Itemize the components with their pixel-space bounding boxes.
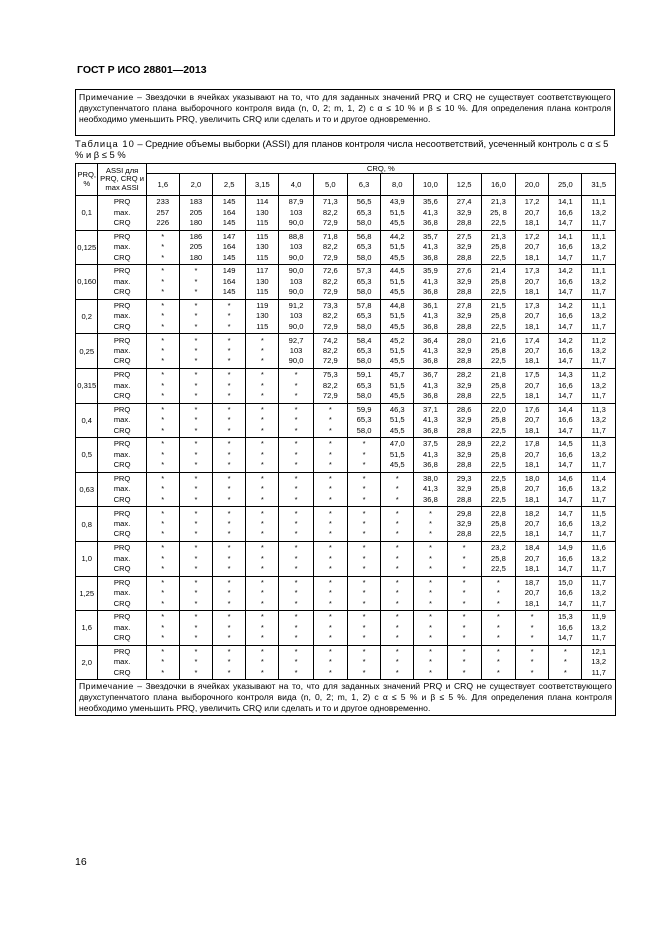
table-cell: * * * — [179, 438, 212, 473]
table-cell: 15,3 16,6 14,7 — [549, 611, 582, 646]
crq-value-header: 25,0 — [549, 174, 582, 196]
table-cell: 14,9 16,6 14,7 — [549, 541, 582, 576]
table-cell: 145 164 145 — [213, 196, 246, 231]
table-row — [76, 230, 616, 265]
table-cell: 57,3 65,3 58,0 — [347, 265, 380, 300]
row-labels: PRQ max. CRQ — [98, 230, 146, 265]
table-cell: 17,3 20,7 18,1 — [516, 299, 549, 334]
table-cell: 59,1 65,3 58,0 — [347, 368, 380, 403]
crq-value-header: 12,5 — [447, 174, 481, 196]
table-cell: 58,4 65,3 58,0 — [347, 334, 380, 369]
table-row — [76, 438, 616, 473]
table-cell: 11,2 13,2 11,7 — [582, 368, 616, 403]
table-caption-label: Таблица 10 — [75, 138, 135, 149]
table-cell: * * * — [313, 541, 347, 576]
table-cell: * * * — [347, 541, 380, 576]
table-cell: * * * — [246, 645, 279, 680]
table-cell: * * * — [146, 334, 179, 369]
table-cell: * * * — [414, 541, 447, 576]
prq-value: 2,0 — [76, 645, 98, 680]
table-cell: 59,9 65,3 58,0 — [347, 403, 380, 438]
table-cell: 57,8 65,3 58,0 — [347, 299, 380, 334]
table-cell: * * * — [246, 611, 279, 646]
table-cell: * * * — [246, 472, 279, 507]
row-labels: PRQ max. CRQ — [98, 611, 146, 646]
crq-value-header: 8,0 — [381, 174, 414, 196]
table-cell: * * * — [549, 645, 582, 680]
table-cell: 15,0 16,6 14,7 — [549, 576, 582, 611]
table-cell: * * * — [279, 403, 313, 438]
prq-value: 1,6 — [76, 611, 98, 646]
table-cell: 47,0 51,5 45,5 — [381, 438, 414, 473]
table-cell: * * * — [146, 541, 179, 576]
table-cell: 147 164 145 — [213, 230, 246, 265]
table-cell: 36,7 41,3 36,8 — [414, 368, 447, 403]
table-cell: 11,9 13,2 11,7 — [582, 611, 616, 646]
table-cell: * * * — [146, 611, 179, 646]
table-cell: * * * — [279, 368, 313, 403]
table-cell: 23,2 25,8 22,5 — [481, 541, 515, 576]
table-cell: 14,2 16,6 14,7 — [549, 265, 582, 300]
table-row — [76, 576, 616, 611]
table-row — [76, 196, 616, 231]
table-cell: 17,3 20,7 18,1 — [516, 265, 549, 300]
row-labels: PRQ max. CRQ — [98, 403, 146, 438]
table-cell: * * * — [313, 403, 347, 438]
prq-value: 0,125 — [76, 230, 98, 265]
page-number: 16 — [75, 856, 87, 868]
table-cell: 17,5 20,7 18,1 — [516, 368, 549, 403]
prq-value: 0,8 — [76, 507, 98, 542]
table-cell: 35,7 41,3 36,8 — [414, 230, 447, 265]
prq-value: 0,315 — [76, 368, 98, 403]
table-cell: * * * — [246, 368, 279, 403]
table-cell: 18,7 20,7 18,1 — [516, 576, 549, 611]
prq-value: 1,25 — [76, 576, 98, 611]
table-row — [76, 299, 616, 334]
crq-value-header: 6,3 — [347, 174, 380, 196]
table-cell: 38,0 41,3 36,8 — [414, 472, 447, 507]
table-cell: * * * — [213, 645, 246, 680]
table-cell: 14,5 16,6 14,7 — [549, 438, 582, 473]
prq-value: 0,63 — [76, 472, 98, 507]
table-cell: 14,6 16,6 14,7 — [549, 472, 582, 507]
table-cell: * * * — [414, 576, 447, 611]
crq-value-header: 2,0 — [179, 174, 212, 196]
table-cell: 21,3 25,8 22,5 — [481, 230, 515, 265]
crq-value-header: 20,0 — [516, 174, 549, 196]
table-cell: * * * — [279, 645, 313, 680]
row-labels: PRQ max. CRQ — [98, 299, 146, 334]
prq-value: 0,160 — [76, 265, 98, 300]
table-cell: 119 130 115 — [246, 299, 279, 334]
table-cell: 11,3 13,2 11,7 — [582, 403, 616, 438]
table-cell: * * * — [246, 541, 279, 576]
prq-column-header: PRQ, % — [76, 164, 98, 196]
table-cell: * * * — [481, 576, 515, 611]
crq-value-header: 5,0 — [313, 174, 347, 196]
table-cell: 29,8 32,9 28,8 — [447, 507, 481, 542]
table-cell: * * * — [481, 645, 515, 680]
table-cell: 21,4 25,8 22,5 — [481, 265, 515, 300]
assi-column-header: ASSI для PRQ, CRQ и max ASSI — [98, 164, 146, 196]
table-cell: 11,1 13,2 11,7 — [582, 299, 616, 334]
table-cell: * * * — [179, 611, 212, 646]
table-cell: * * * — [279, 611, 313, 646]
table-cell: * * * — [347, 472, 380, 507]
table-row — [76, 334, 616, 369]
prq-value: 0,2 — [76, 299, 98, 334]
table-cell: 36,4 41,3 36,8 — [414, 334, 447, 369]
table-cell: 28,6 32,9 28,8 — [447, 403, 481, 438]
table-cell: * * * — [516, 611, 549, 646]
table-cell: * * * — [246, 438, 279, 473]
table-cell: 27,6 32,9 28,8 — [447, 265, 481, 300]
prq-value: 1,0 — [76, 541, 98, 576]
table-cell: 46,3 51,5 45,5 — [381, 403, 414, 438]
table-cell: 11,2 13,2 11,7 — [582, 334, 616, 369]
table-cell: * * * — [146, 403, 179, 438]
table-cell: 45,7 51,5 45,5 — [381, 368, 414, 403]
table-row — [76, 541, 616, 576]
table-cell: 14,7 16,6 14,7 — [549, 507, 582, 542]
table-cell: 43,9 51,5 45,5 — [381, 196, 414, 231]
table-cell: 71,3 82,2 72,9 — [313, 196, 347, 231]
table-cell: 28,0 32,9 28,8 — [447, 334, 481, 369]
table-cell: 17,2 20,7 18,1 — [516, 230, 549, 265]
table-cell: * * * — [313, 645, 347, 680]
table-cell: 11,6 13,2 11,7 — [582, 541, 616, 576]
row-labels: PRQ max. CRQ — [98, 265, 146, 300]
table-cell: * * * — [146, 472, 179, 507]
table-cell: * * * — [279, 541, 313, 576]
table-cell: * * * — [481, 611, 515, 646]
table-cell: * * * — [313, 438, 347, 473]
table-cell: 56,8 65,3 58,0 — [347, 230, 380, 265]
row-labels: PRQ max. CRQ — [98, 541, 146, 576]
table-row — [76, 611, 616, 646]
table-cell: 44,5 51,5 45,5 — [381, 265, 414, 300]
table-cell: * * * — [516, 645, 549, 680]
table-cell: * * * — [179, 472, 212, 507]
table-cell: * * * — [213, 403, 246, 438]
table-cell: 36,1 41,3 36,8 — [414, 299, 447, 334]
crq-values-row — [76, 174, 616, 196]
table-row — [76, 507, 616, 542]
prq-value: 0,25 — [76, 334, 98, 369]
table-cell: 91,2 103 90,0 — [279, 299, 313, 334]
crq-value-header: 16,0 — [481, 174, 515, 196]
table-cell: 29,3 32,9 28,8 — [447, 472, 481, 507]
table-cell: 18,4 20,7 18,1 — [516, 541, 549, 576]
row-labels: PRQ max. CRQ — [98, 438, 146, 473]
table-cell: * * * — [213, 368, 246, 403]
document-header: ГОСТ Р ИСО 28801—2013 — [77, 64, 207, 76]
table-row — [76, 472, 616, 507]
bottom-note-label: Примечание — [79, 681, 134, 692]
row-labels: PRQ max. CRQ — [98, 645, 146, 680]
table-cell: * * * — [146, 507, 179, 542]
table-cell: 92,7 103 90,0 — [279, 334, 313, 369]
row-labels: PRQ max. CRQ — [98, 472, 146, 507]
crq-group-header: CRQ, % — [146, 164, 615, 174]
table-cell: * * * — [347, 611, 380, 646]
table-cell: 17,8 20,7 18,1 — [516, 438, 549, 473]
table-cell: 17,4 20,7 18,1 — [516, 334, 549, 369]
table-cell: * * * — [347, 438, 380, 473]
table-cell: * * * — [279, 507, 313, 542]
top-note-label: Примечание — [79, 92, 134, 102]
table-cell: 35,9 41,3 36,8 — [414, 265, 447, 300]
table-cell: * * * — [146, 438, 179, 473]
table-cell: 44,2 51,5 45,5 — [381, 230, 414, 265]
table-cell: 183 205 180 — [179, 196, 212, 231]
crq-value-header: 4,0 — [279, 174, 313, 196]
table-row — [76, 368, 616, 403]
table-cell: * * * — [447, 611, 481, 646]
prq-value: 0,5 — [76, 438, 98, 473]
table-cell: * * * — [246, 507, 279, 542]
row-labels: PRQ max. CRQ — [98, 576, 146, 611]
table-cell: 21,8 25,8 22,5 — [481, 368, 515, 403]
table-cell: 186 205 180 — [179, 230, 212, 265]
crq-value-header: 1,6 — [146, 174, 179, 196]
table-cell: * * * — [447, 645, 481, 680]
table-cell: * * * — [381, 507, 414, 542]
table-cell: * * * — [213, 576, 246, 611]
table-cell: 11,4 13,2 11,7 — [582, 472, 616, 507]
table-cell: * * * — [213, 438, 246, 473]
crq-value-header: 3,15 — [246, 174, 279, 196]
bottom-note-text: – Звездочки в ячейках указывают на то, что для заданных значений PRQ и CRQ не существует соответствующего двухступенчатого плана выборочного контроля вида (n, 0, 2; m, 1, 2) с α ≤ 5 % и β ≤ 5 %. Для определения плана контроля необходимо уменьшить PRQ, увеличить CRQ или сделать и то и другое одновременно. — [79, 681, 612, 714]
table-cell: 28,2 32,9 28,8 — [447, 368, 481, 403]
table-cell: 12,1 13,2 11,7 — [582, 645, 616, 680]
table-cell: * * * — [246, 576, 279, 611]
table-cell: 11,1 13,2 11,7 — [582, 265, 616, 300]
table-cell: * * * — [381, 576, 414, 611]
table-cell: 11,1 13,2 11,7 — [582, 230, 616, 265]
table-cell: * * * — [279, 472, 313, 507]
table-cell: 21,5 25,8 22,5 — [481, 299, 515, 334]
table-cell: 73,3 82,2 72,9 — [313, 299, 347, 334]
table-cell: * * * — [179, 334, 212, 369]
table-cell: 87,9 103 90,0 — [279, 196, 313, 231]
table-cell: 56,5 65,3 58,0 — [347, 196, 380, 231]
top-note — [75, 89, 615, 136]
table-cell: * * * — [279, 438, 313, 473]
table-cell: 22,8 25,8 22,5 — [481, 507, 515, 542]
table-cell: 117 130 115 — [246, 265, 279, 300]
table-cell: * * * — [414, 507, 447, 542]
table-cell: 35,6 41,3 36,8 — [414, 196, 447, 231]
table-cell: 27,4 32,9 28,8 — [447, 196, 481, 231]
table-cell: 14,4 16,6 14,7 — [549, 403, 582, 438]
table-cell: 27,5 32,9 28,8 — [447, 230, 481, 265]
table-cell: * * * — [179, 507, 212, 542]
table-cell: * * * — [381, 472, 414, 507]
table-cell: * * * — [347, 645, 380, 680]
prq-value: 0,1 — [76, 196, 98, 231]
table-cell: * * * — [347, 507, 380, 542]
table-cell: 14,3 16,6 14,7 — [549, 368, 582, 403]
table-cell: * * * — [179, 576, 212, 611]
table-cell: 11,1 13,2 11,7 — [582, 196, 616, 231]
table-cell: 22,2 25,8 22,5 — [481, 438, 515, 473]
table-cell: * * * — [246, 334, 279, 369]
table-cell: * * * — [381, 611, 414, 646]
table-body — [76, 196, 616, 680]
table-caption — [75, 138, 615, 160]
table-cell: * * * — [179, 265, 212, 300]
table-cell: 71,8 82,2 72,9 — [313, 230, 347, 265]
table-cell: 37,1 41,3 36,8 — [414, 403, 447, 438]
table-cell: * * * — [213, 299, 246, 334]
table-cell: 11,5 13,2 11,7 — [582, 507, 616, 542]
table-cell: 14,1 16,6 14,7 — [549, 196, 582, 231]
table-cell: 27,8 32,9 28,8 — [447, 299, 481, 334]
table-cell: 37,5 41,3 36,8 — [414, 438, 447, 473]
table-cell: * * * — [146, 265, 179, 300]
table-cell: 72,6 82,2 72,9 — [313, 265, 347, 300]
table-cell: * * * — [213, 507, 246, 542]
table-cell: 14,2 16,6 14,7 — [549, 299, 582, 334]
table-cell: 90,0 103 90,0 — [279, 265, 313, 300]
assi-table — [75, 163, 616, 716]
table-row — [76, 645, 616, 680]
table-cell: 115 130 115 — [246, 230, 279, 265]
table-cell: 88,8 103 90,0 — [279, 230, 313, 265]
table-cell: * * * — [347, 576, 380, 611]
table-cell: 114 130 115 — [246, 196, 279, 231]
row-labels: PRQ max. CRQ — [98, 507, 146, 542]
table-cell: * * * — [179, 403, 212, 438]
table-cell: * * * — [279, 576, 313, 611]
crq-value-header: 10,0 — [414, 174, 447, 196]
table-cell: 44,8 51,5 45,5 — [381, 299, 414, 334]
table-cell: 18,2 20,7 18,1 — [516, 507, 549, 542]
table-cell: 233 257 226 — [146, 196, 179, 231]
table-cell: * * * — [313, 507, 347, 542]
table-cell: * * * — [146, 230, 179, 265]
table-cell: * * * — [313, 611, 347, 646]
table-cell: * * * — [146, 368, 179, 403]
table-cell: * * * — [414, 611, 447, 646]
table-cell: 21,6 25,8 22,5 — [481, 334, 515, 369]
table-cell: * * * — [179, 645, 212, 680]
table-cell: 17,6 20,7 18,1 — [516, 403, 549, 438]
table-cell: * * * — [246, 403, 279, 438]
table-cell: * * * — [146, 645, 179, 680]
table-cell: * * * — [179, 541, 212, 576]
table-cell: 14,1 16,6 14,7 — [549, 230, 582, 265]
table-caption-text: – Средние объемы выборки (ASSI) для планов контроля числа несоответствий, усеченный контроль с α ≤ 5 % и β ≤ 5 % — [75, 138, 609, 160]
table-cell: 18,0 20,7 18,1 — [516, 472, 549, 507]
table-row — [76, 265, 616, 300]
table-cell: 14,2 16,6 14,7 — [549, 334, 582, 369]
table-cell: 21,3 25, 8 22,5 — [481, 196, 515, 231]
prq-value: 0,4 — [76, 403, 98, 438]
crq-value-header: 2,5 — [213, 174, 246, 196]
table-cell: 74,2 82,2 72,9 — [313, 334, 347, 369]
table-cell: * * * — [213, 611, 246, 646]
table-cell: * * * — [179, 368, 212, 403]
table-cell: 22,5 25,8 22,5 — [481, 472, 515, 507]
table-cell: 17,2 20,7 18,1 — [516, 196, 549, 231]
table-cell: 22,0 25,8 22,5 — [481, 403, 515, 438]
table-cell: 45,2 51,5 45,5 — [381, 334, 414, 369]
table-cell: * * * — [146, 299, 179, 334]
table-cell: * * * — [381, 541, 414, 576]
table-cell: * * * — [381, 645, 414, 680]
table-cell: 149 164 145 — [213, 265, 246, 300]
table-cell: 11,7 13,2 11,7 — [582, 576, 616, 611]
table-cell: * * * — [447, 541, 481, 576]
table-row — [76, 403, 616, 438]
table-cell: * * * — [313, 472, 347, 507]
row-labels: PRQ max. CRQ — [98, 196, 146, 231]
table-cell: 28,9 32,9 28,8 — [447, 438, 481, 473]
table-cell: * * * — [213, 472, 246, 507]
bottom-note — [76, 680, 616, 716]
table-cell: * * * — [213, 541, 246, 576]
table-cell: 11,3 13,2 11,7 — [582, 438, 616, 473]
table-cell: 75,3 82,2 72,9 — [313, 368, 347, 403]
row-labels: PRQ max. CRQ — [98, 334, 146, 369]
table-cell: * * * — [179, 299, 212, 334]
table-cell: * * * — [146, 576, 179, 611]
table-cell: * * * — [414, 645, 447, 680]
crq-value-header: 31,5 — [582, 174, 616, 196]
table-cell: * * * — [313, 576, 347, 611]
top-note-text: – Звездочки в ячейках указывают на то, что для заданных значений PRQ и CRQ не существует соответствующего двухступенчатого плана выборочного контроля вида (n, 0, 2; m, 1, 2) с α ≤ 10 % и β ≤ 10 %. Для определения плана контроля необходимо уменьшить PRQ, увеличить CRQ или сделать и то и другое одновременно. — [79, 92, 611, 124]
table-cell: * * * — [447, 576, 481, 611]
row-labels: PRQ max. CRQ — [98, 368, 146, 403]
table-cell: * * * — [213, 334, 246, 369]
